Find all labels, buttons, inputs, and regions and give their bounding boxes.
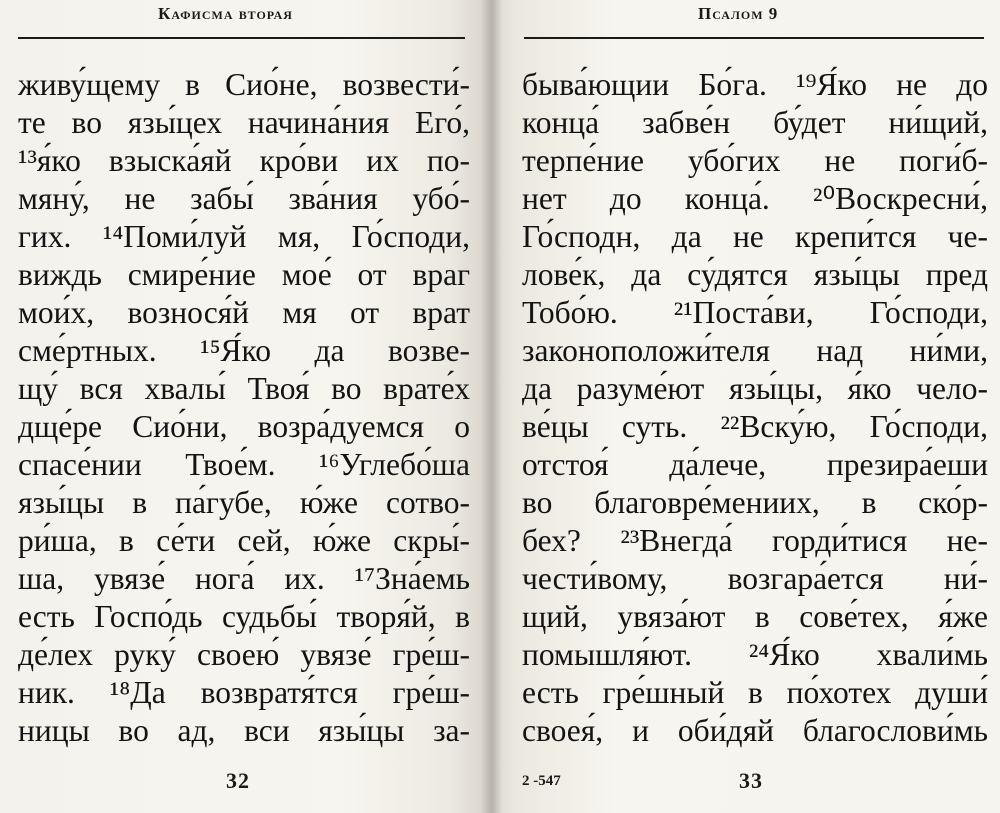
text-line: сме́ртных. ¹⁵Я́ко да возве- (18, 333, 470, 368)
text-line: бех? ²³Внегда́ горди́тися не- (522, 523, 988, 558)
text-line: быва́ющии Бо́га. ¹⁹Я́ко не до (522, 67, 988, 102)
text-line: ник. ¹⁸Да возвратя́тся гре́ш- (18, 675, 470, 710)
text-line: спасе́нии Твое́м. ¹⁶Углебо́ша (18, 447, 470, 482)
text-line: ¹³я́ко взыска́яй кро́ви их по- (18, 143, 470, 178)
right-page-number: 33 (739, 768, 763, 793)
printer-signature-mark: 2 -547 (522, 773, 561, 789)
text-line: щу́ вся хвалы́ Твоя́ во врате́х (18, 371, 470, 406)
left-page-header: Кафисма вторая (158, 4, 293, 23)
text-line: живу́щему в Сио́не, возвести́- (18, 67, 470, 102)
text-line: де́лех руку́ своею́ увязе́ гре́ш- (18, 637, 470, 672)
text-line: есть гре́шный в по́хотех души́ (522, 675, 988, 710)
text-line: во благовре́мениих, в ско́р- (522, 485, 988, 520)
right-header-rule (524, 37, 984, 39)
text-line: Тобо́ю. ²¹Поста́ви, Го́споди, (522, 295, 988, 330)
text-line: чести́вому, возгара́ется ни́- (522, 561, 988, 596)
text-line: своея́, и оби́дяй благослови́мь (522, 713, 988, 748)
text-line: Го́сподн, да не крепи́тся че- (522, 219, 988, 254)
text-line: законоположи́теля над ни́ми, (522, 333, 988, 368)
left-page (0, 0, 489, 813)
text-line: конца́ забве́н бу́дет ни́щий, (522, 105, 988, 140)
text-line: есть Госпо́дь судьбы́ творя́й, в (18, 599, 470, 634)
text-line: лове́к, да су́дятся язы́цы пред (522, 257, 988, 292)
text-line: ницы во ад, вси язы́цы за- (18, 713, 470, 748)
text-line: ве́цы суть. ²²Вску́ю, Го́споди, (522, 409, 988, 444)
left-page-text (18, 66, 470, 750)
text-line: мяну́, не забы́ зва́ния убо́- (18, 181, 470, 216)
text-line: отстоя́ да́лече, презира́еши (522, 447, 988, 482)
text-line: гих. ¹⁴Поми́луй мя, Го́споди, (18, 219, 470, 254)
text-line: щий, увяза́ют в сове́тех, я́же (522, 599, 988, 634)
text-line: да разуме́ют язы́цы, я́ко чело- (522, 371, 988, 406)
right-page-text (522, 66, 988, 750)
right-page (489, 0, 1000, 813)
text-line: ша, увязе́ нога́ их. ¹⁷Зна́емь (18, 561, 470, 596)
left-header-rule (18, 37, 465, 39)
text-line: нет до конца́. ²⁰Воскресни́, (522, 181, 988, 216)
right-page-header: Псалом 9 (698, 4, 779, 23)
text-line: помышля́ют. ²⁴Я́ко хвали́мь (522, 637, 988, 672)
left-page-number: 32 (226, 768, 250, 793)
text-line: виждь смире́ние мое́ от враг (18, 257, 470, 292)
text-line: терпе́ние убо́гих не поги́б- (522, 143, 988, 178)
text-line: мои́х, вознося́й мя от врат (18, 295, 470, 330)
text-line: язы́цы в па́губе, ю́же сотво- (18, 485, 470, 520)
text-line: те во язы́цех начина́ния Его́, (18, 105, 470, 140)
text-line: ри́ша, в се́ти сей, ю́же скры́- (18, 523, 470, 558)
text-line: дще́ре Сио́ни, возра́дуемся о (18, 409, 470, 444)
